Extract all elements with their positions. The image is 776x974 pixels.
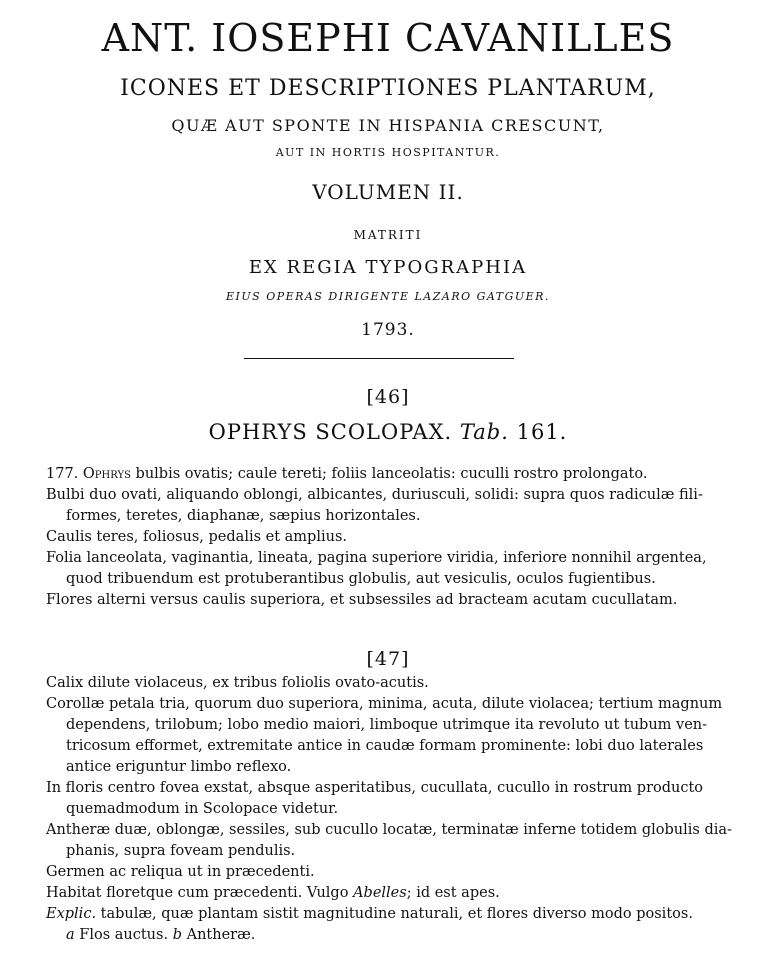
book-subtitle-2: AUT IN HORTIS HOSPITANTUR. — [275, 146, 501, 159]
genus-name: Ophrys — [82, 466, 131, 482]
habitat-line — [46, 883, 714, 904]
tab-label: Tab. — [459, 420, 509, 444]
corolla-line-1: Corollæ petala tria, quorum duo superiora, minima, acuta, dilute violacea; tertium magnum — [46, 696, 723, 712]
fig-a-text: Flos auctus. — [79, 927, 169, 943]
species-heading — [0, 420, 776, 444]
tab-number: 161. — [516, 420, 568, 444]
germen-line: Germen ac reliqua ut in præcedenti. — [46, 864, 315, 880]
fig-b-text: Antheræ. — [186, 927, 256, 943]
antherae-line-2: phanis, supra foveam pendulis. — [66, 843, 296, 859]
book-title: ICONES ET DESCRIPTIONES PLANTARUM, — [120, 76, 656, 101]
folia-line-1: Folia lanceolata, vaginantia, lineata, pagina superiore viridia, inferiore nonnihil argentea, — [46, 550, 707, 566]
habitat-gloss: ; id est apes. — [406, 885, 500, 901]
volume-label: VOLUMEN II. — [312, 180, 464, 204]
fovea-line-1: In floris centro fovea exstat, absque asperitatibus, cucullata, cucullo in rostrum producto — [46, 780, 704, 796]
fig-a-letter: a — [66, 927, 75, 943]
caulis-line: Caulis teres, foliosus, pedalis et amplius. — [46, 529, 347, 545]
figure-legend-line — [46, 925, 714, 946]
folia-line-2: quod tribuendum est protuberantibus globulis, aut vesiculis, oculos fugientibus. — [66, 571, 656, 587]
book-subtitle: QUÆ AUT SPONTE IN HISPANIA CRESCUNT, — [171, 116, 605, 135]
antherae-line-1: Antheræ duæ, oblongæ, sessiles, sub cucullo locatæ, terminatæ inferne totidem globulis dia- — [46, 822, 732, 838]
explic-line — [46, 904, 714, 925]
fig-b-letter: b — [172, 927, 182, 943]
page47-text — [46, 673, 732, 946]
fovea-line-2: quemadmodum in Scolopace videtur. — [66, 801, 339, 817]
imprint-year: 1793. — [361, 320, 415, 340]
bulbi-line-1: Bulbi duo ovati, aliquando oblongi, albicantes, duriusculi, solidi: supra quos radiculæ fili- — [46, 487, 703, 503]
corolla-line-4: antice eriguntur limbo reflexo. — [66, 759, 292, 775]
imprint-press: EX REGIA TYPOGRAPHIA — [248, 257, 528, 278]
imprint-printer: EIUS OPERAS DIRIGENTE LAZARO GATGUER. — [226, 290, 550, 303]
calix-line: Calix dilute violaceus, ex tribus foliolis ovato-acutis. — [46, 675, 429, 691]
page-number-46: [46] — [366, 386, 410, 408]
corolla-line-3: tricosum efformet, extremitate antice in caudæ formam prominente: lobi duo laterales — [66, 738, 704, 754]
author-heading: ANT. IOSEPHI CAVANILLES — [101, 16, 675, 60]
habitat-text: Habitat floretque cum præcedenti. Vulgo — [46, 885, 349, 901]
explic-label: Explic. — [46, 906, 97, 922]
page-number-47: [47] — [366, 648, 410, 670]
bulbi-line-2: formes, teretes, diaphanæ, sæpius horizontales. — [66, 508, 421, 524]
corolla-line-2: dependens, trilobum; lobo medio maiori, limboque utrimque ita revoluto ut tubum ven- — [66, 717, 708, 733]
title-rule-divider — [244, 358, 514, 359]
page46-text — [46, 464, 714, 611]
species-name: OPHRYS SCOLOPAX. — [208, 420, 453, 444]
flores-line: Flores alterni versus caulis superiora, et subsessiles ad bracteam acutam cucullatam. — [46, 592, 678, 608]
diagnosis-text: bulbis ovatis; caule tereti; foliis lanceolatis: cuculli rostro prolongato. — [135, 466, 648, 482]
imprint-place: MATRITI — [353, 228, 423, 242]
explic-text: tabulæ, quæ plantam sistit magnitudine naturali, et flores diverso modo positos. — [100, 906, 693, 922]
vulgo-name: Abelles — [353, 885, 407, 901]
diagnosis-line — [46, 464, 714, 485]
entry-number: 177. — [46, 466, 79, 482]
